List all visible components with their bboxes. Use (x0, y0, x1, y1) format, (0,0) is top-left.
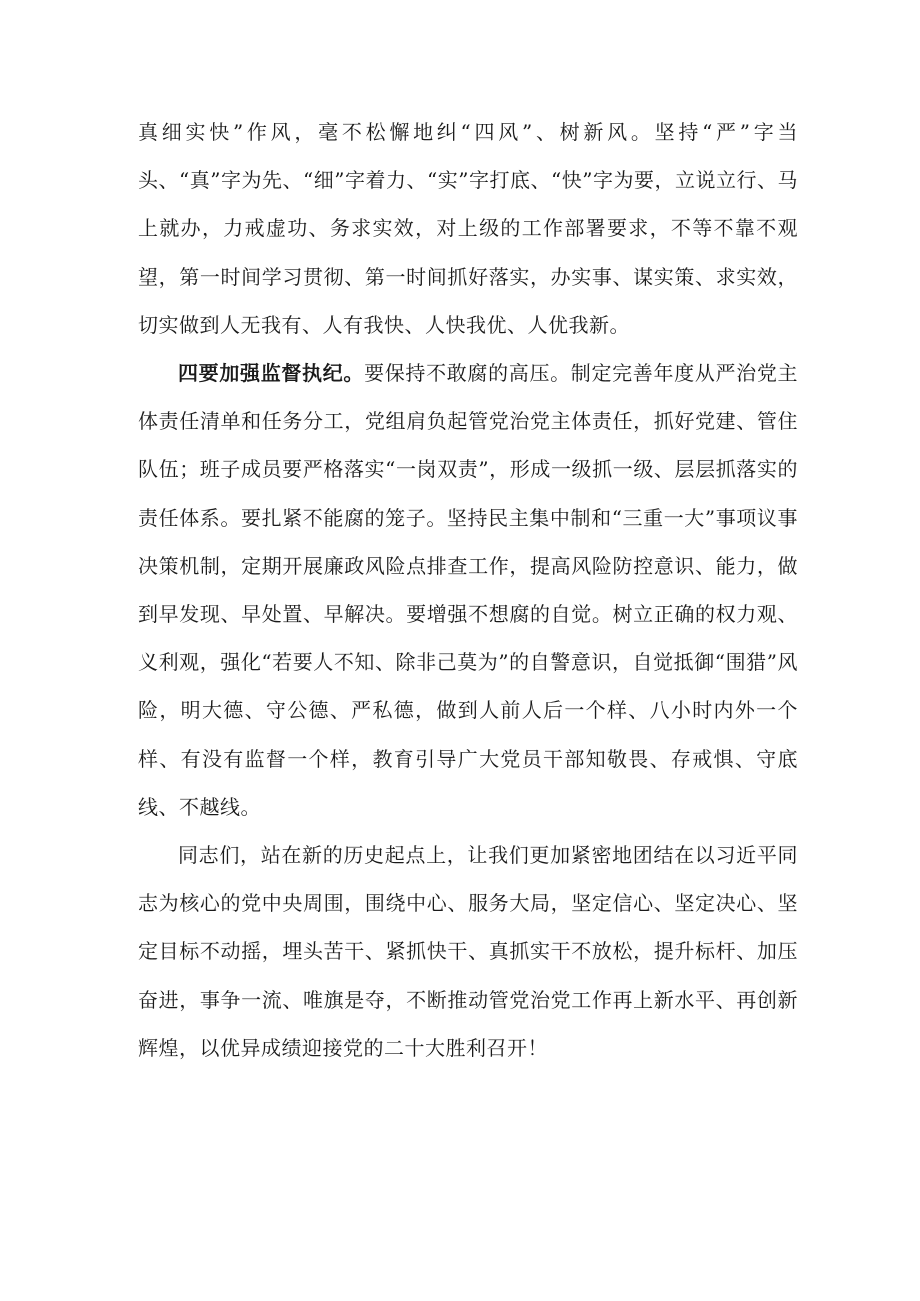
paragraph-continuation (138, 108, 798, 349)
paragraph-supervision (138, 349, 798, 831)
paragraph-text: 要保持不敢腐的高压。制定完善年度从严治党主体责任清单和任务分工，党组肩负起管党治党主体责任，抓好党建、管住队伍；班子成员要严格落实“一岗双责”，形成一级抓一级、层层抓落实的责任体系。要扎紧不能腐的笼子。坚持民主集中制和“三重一大”事项议事决策机制，定期开展廉政风险点排查工作，提高风险防控意识、能力，做到早发现、早处置、早解决。要增强不想腐的自觉。树立正确的权力观、义利观，强化“若要人不知、除非己莫为”的自警意识，自觉抵御“围猎”风险，明大德、守公德、严私德，做到人前人后一个样、八小时内外一个样、有没有监督一个样，教育引导广大党员干部知敬畏、存戒惧、守底线、不越线。 (138, 361, 799, 819)
paragraph-lead-heading: 四要加强监督执纪。 (178, 361, 365, 386)
paragraph-closing (138, 831, 798, 1072)
document-body (138, 108, 798, 1072)
paragraph-text: 同志们，站在新的历史起点上，让我们更加紧密地团结在以习近平同志为核心的党中央周围，围绕中心、服务大局，坚定信心、坚定决心、坚定目标不动摇，埋头苦干、紧抓快干、真抓实干不放松，提升标杆、加压奋进，事争一流、唯旗是夺，不断推动管党治党工作再上新水平、再创新辉煌，以优异成绩迎接党的二十大胜利召开！ (138, 843, 798, 1060)
paragraph-text: 真细实快”作风，毫不松懈地纠“四风”、树新风。坚持“严”字当头、“真”字为先、“细”字着力、“实”字打底、“快”字为要，立说立行、马上就办，力戒虚功、务求实效，对上级的工作部署要求，不等不靠不观望，第一时间学习贯彻、第一时间抓好落实，办实事、谋实策、求实效，切实做到人无我有、人有我快、人快我优、人优我新。 (138, 120, 798, 337)
